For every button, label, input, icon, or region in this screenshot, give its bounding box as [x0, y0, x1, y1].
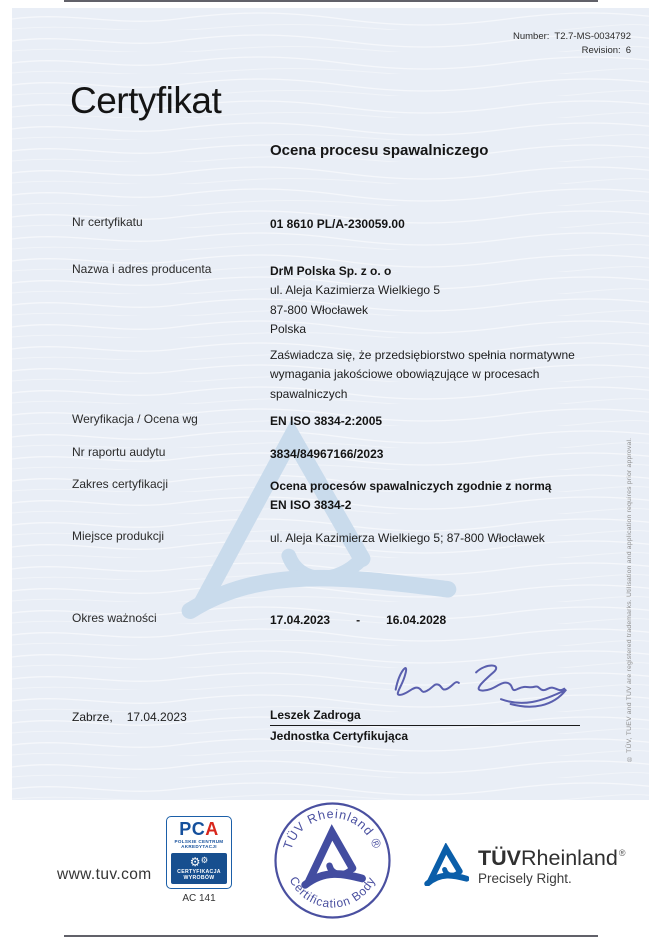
- brand-rheinland: Rheinland: [521, 846, 618, 870]
- production-site-label: Miejsce produkcji: [72, 529, 165, 543]
- scope-value-line: EN ISO 3834-2: [270, 498, 352, 513]
- statement-line: Zaświadcza się, że przedsiębiorstwo spełnia normatywne: [270, 348, 575, 362]
- audit-report-value: 3834/84967166/2023: [270, 447, 384, 461]
- place-and-date: [72, 710, 187, 724]
- pca-org-line: POLSKIE CENTRUM: [174, 839, 224, 844]
- tuv-rheinland-logo: [423, 841, 625, 886]
- pca-frame: [166, 816, 232, 889]
- producer-address-line: ul. Aleja Kazimierza Wielkiego 5: [270, 283, 441, 298]
- validity-from-date: 17.04.2023: [270, 613, 331, 627]
- audit-report-label: Nr raportu audytu: [72, 445, 166, 459]
- certification-body-seal: [272, 799, 393, 922]
- validity-label: Okres ważności: [72, 611, 157, 625]
- document-meta: [513, 30, 631, 57]
- tuv-triangle-icon: [423, 843, 469, 886]
- trademark-side-note: ® TÜV, TUEV and TUV are registered trademarks. Utilisation and application requires prior approval.: [626, 437, 633, 762]
- statement-paragraph: [270, 346, 575, 404]
- pca-accreditation-logo: [166, 816, 232, 904]
- producer-address-line: 87-800 Włocławek: [270, 302, 369, 317]
- verification-label: Weryfikacja / Ocena wg: [72, 412, 198, 426]
- pca-org-name: [169, 839, 229, 850]
- brand-wordmark: [478, 841, 625, 870]
- scope-value-line: Ocena procesów spawalniczych zgodnie z normą: [270, 479, 552, 493]
- pca-box-text: CERTYFIKACJA WYROBÓW: [177, 868, 221, 882]
- pca-acronym: [169, 820, 229, 838]
- document-revision-value: 6: [625, 44, 631, 56]
- producer-name: DrM Polska Sp. z o. o: [270, 264, 392, 278]
- document-number-value: T2.7-MS-0034792: [554, 31, 631, 42]
- document-number-label: Number:: [512, 31, 550, 42]
- page-subtitle: Ocena procesu spawalniczego: [270, 142, 489, 159]
- page-title: Certyfikat: [70, 80, 222, 121]
- pca-org-line: AKREDYTACJI: [181, 844, 217, 850]
- registered-mark: ®: [618, 848, 626, 858]
- issue-date: 17.04.2023: [126, 710, 187, 724]
- pca-accreditation-number: AC 141: [182, 893, 216, 905]
- scope-label: Zakres certyfikacji: [72, 477, 169, 491]
- brand-text: [478, 841, 625, 886]
- pca-acronym-a: A: [205, 819, 219, 839]
- pca-acronym-pc: PC: [179, 819, 206, 839]
- pca-certification-box: [171, 853, 227, 884]
- production-site-value: ul. Aleja Kazimierza Wielkiego 5; 87-800 Włocławek: [270, 531, 545, 545]
- validity-value: [270, 611, 446, 630]
- validity-to-date: 16.04.2028: [386, 613, 447, 627]
- document-revision-label: Revision:: [581, 44, 621, 56]
- producer-address-line: Polska: [270, 321, 307, 336]
- statement-line: spawalniczych: [270, 386, 348, 401]
- verification-value: EN ISO 3834-2:2005: [270, 414, 383, 428]
- website-url: www.tuv.com: [57, 866, 152, 883]
- scope-value: [270, 477, 551, 516]
- validity-separator: -: [356, 613, 361, 627]
- producer-value: [270, 262, 440, 339]
- seal-arc-bottom-text: Certification Body: [286, 874, 379, 911]
- signer-name: Leszek Zadroga: [270, 708, 580, 726]
- statement-line: wymagania jakościowe obowiązujące w procesach: [270, 367, 540, 382]
- seal-arc-top-text: TÜV Rheinland ®: [280, 806, 385, 852]
- gears-icon: ⚙⚙: [189, 854, 209, 869]
- handwritten-signature: [388, 650, 570, 712]
- brand-tuv: TÜV: [478, 846, 521, 870]
- issue-place: Zabrze,: [72, 710, 113, 724]
- brand-tagline: Precisely Right.: [478, 871, 572, 886]
- cert-number-value: 01 8610 PL/A-230059.00: [270, 217, 405, 231]
- signature-block: [270, 708, 580, 743]
- producer-label: Nazwa i adres producenta: [72, 262, 212, 276]
- cert-number-label: Nr certyfikatu: [72, 215, 143, 229]
- signer-role: Jednostka Certyfikująca: [270, 729, 409, 743]
